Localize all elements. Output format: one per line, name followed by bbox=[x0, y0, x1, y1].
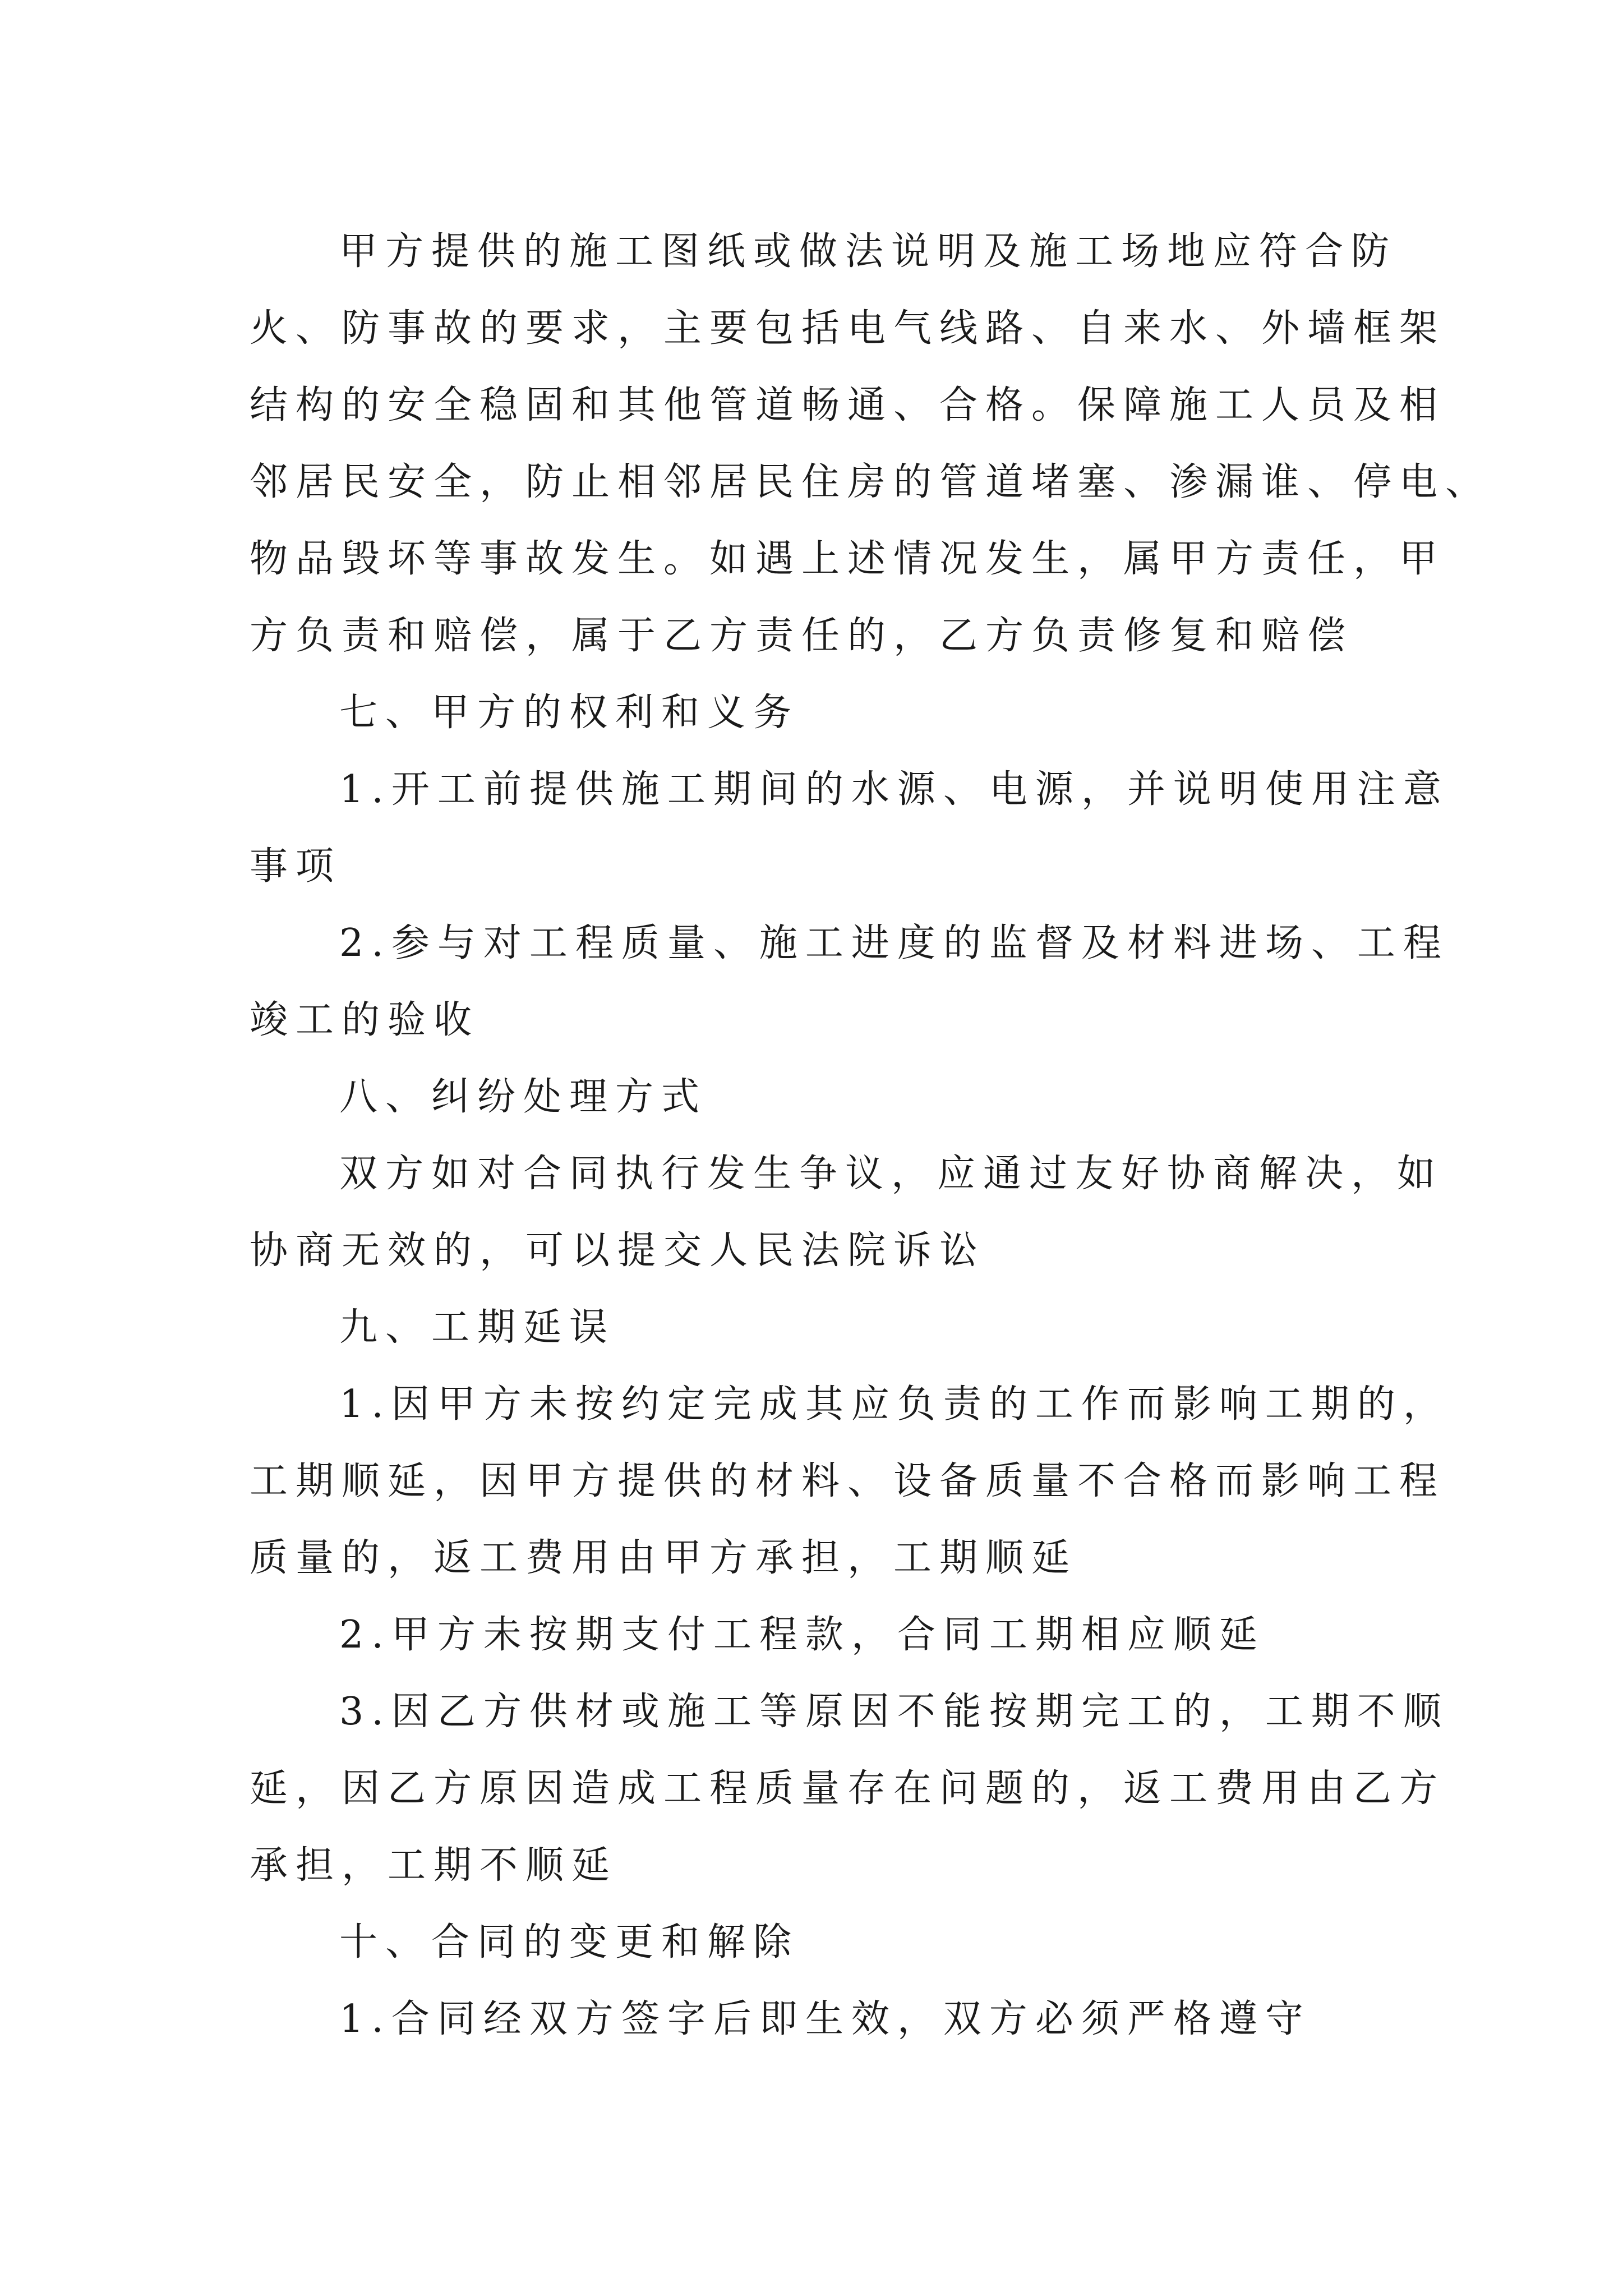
section-heading: 七、甲方的权利和义务 bbox=[339, 691, 800, 735]
paragraph-line: 质量的，返工费用由甲方承担，工期顺延 bbox=[250, 1536, 1078, 1580]
paragraph-line: 火、防事故的要求，主要包括电气线路、自来水、外墙框架 bbox=[250, 306, 1446, 351]
paragraph-line: 3.因乙方供材或施工等原因不能按期完工的，工期不顺 bbox=[339, 1690, 1449, 1734]
paragraph-line: 方负责和赔偿，属于乙方责任的，乙方负责修复和赔偿 bbox=[250, 614, 1354, 658]
paragraph-line: 结构的安全稳固和其他管道畅通、合格。保障施工人员及相 bbox=[250, 383, 1446, 427]
paragraph-line: 1.因甲方未按约定完成其应负责的工作而影响工期的， bbox=[339, 1382, 1449, 1427]
paragraph-line: 邻居民安全，防止相邻居民住房的管道堵塞、渗漏谁、停电、 bbox=[250, 460, 1492, 504]
section-heading: 九、工期延误 bbox=[339, 1305, 616, 1350]
paragraph-line: 1.开工前提供施工期间的水源、电源，并说明使用注意 bbox=[339, 767, 1449, 812]
paragraph-line: 承担，工期不顺延 bbox=[250, 1843, 618, 1888]
paragraph-line: 1.合同经双方签字后即生效，双方必须严格遵守 bbox=[339, 1997, 1311, 2041]
paragraph-line: 2.甲方未按期支付工程款，合同工期相应顺延 bbox=[339, 1613, 1265, 1657]
section-heading: 十、合同的变更和解除 bbox=[339, 1920, 800, 1964]
paragraph-line: 竣工的验收 bbox=[250, 998, 480, 1042]
paragraph-line: 协商无效的，可以提交人民法院诉讼 bbox=[250, 1228, 986, 1273]
paragraph-line: 延，因乙方原因造成工程质量存在问题的，返工费用由乙方 bbox=[250, 1766, 1446, 1811]
paragraph-line: 甲方提供的施工图纸或做法说明及施工场地应符合防 bbox=[339, 229, 1398, 274]
document-body bbox=[250, 213, 1492, 2058]
paragraph-line: 工期顺延，因甲方提供的材料、设备质量不合格而影响工程 bbox=[250, 1459, 1446, 1503]
paragraph-line: 事项 bbox=[250, 844, 342, 889]
section-heading: 八、纠纷处理方式 bbox=[339, 1075, 708, 1119]
paragraph-line: 2.参与对工程质量、施工进度的监督及材料进场、工程 bbox=[339, 921, 1449, 965]
paragraph-line: 双方如对合同执行发生争议，应通过友好协商解决，如 bbox=[339, 1152, 1444, 1196]
paragraph-line: 物品毁坏等事故发生。如遇上述情况发生，属甲方责任，甲 bbox=[250, 537, 1446, 581]
